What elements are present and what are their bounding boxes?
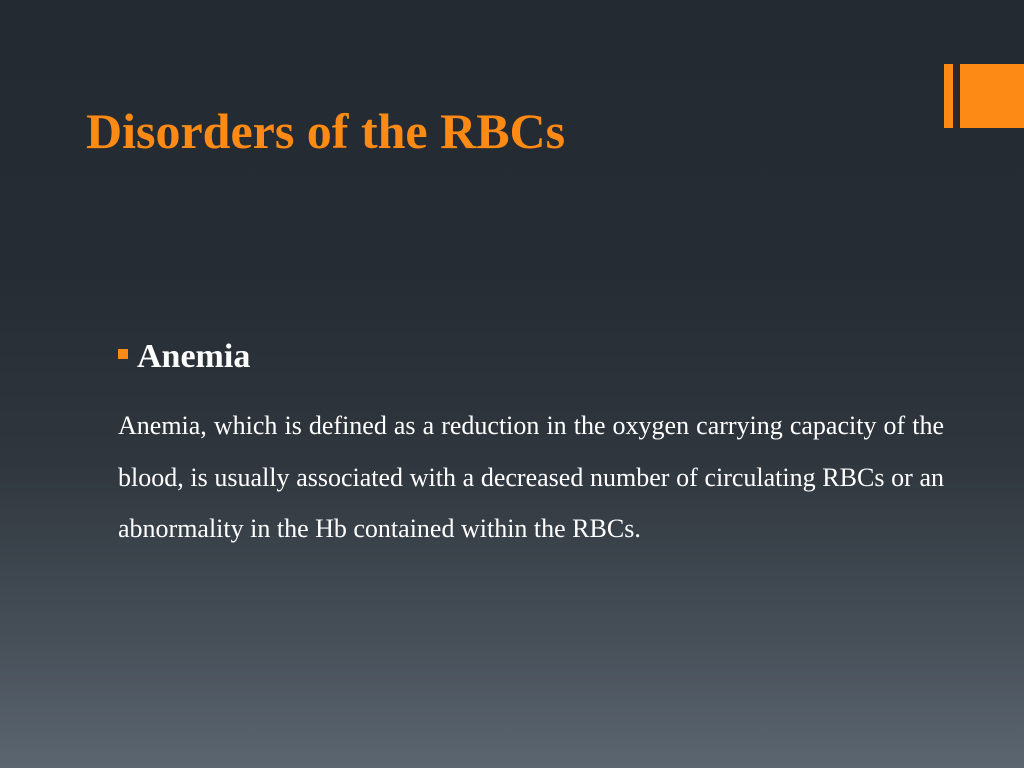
slide-title: Disorders of the RBCs [86,103,566,159]
corner-accent-decoration [944,64,1024,128]
bullet-heading: Anemia [137,338,251,375]
accent-block [960,64,1024,128]
accent-thin-bar [944,64,953,128]
square-bullet-icon [118,349,128,359]
bullet-item [118,336,250,378]
body-paragraph: Anemia, which is defined as a reduction in the oxygen carrying capacity of the blood, is usually associated with a decreased number of circulating RBCs or an abnormality in the Hb contained within the RBCs. [118,411,944,543]
